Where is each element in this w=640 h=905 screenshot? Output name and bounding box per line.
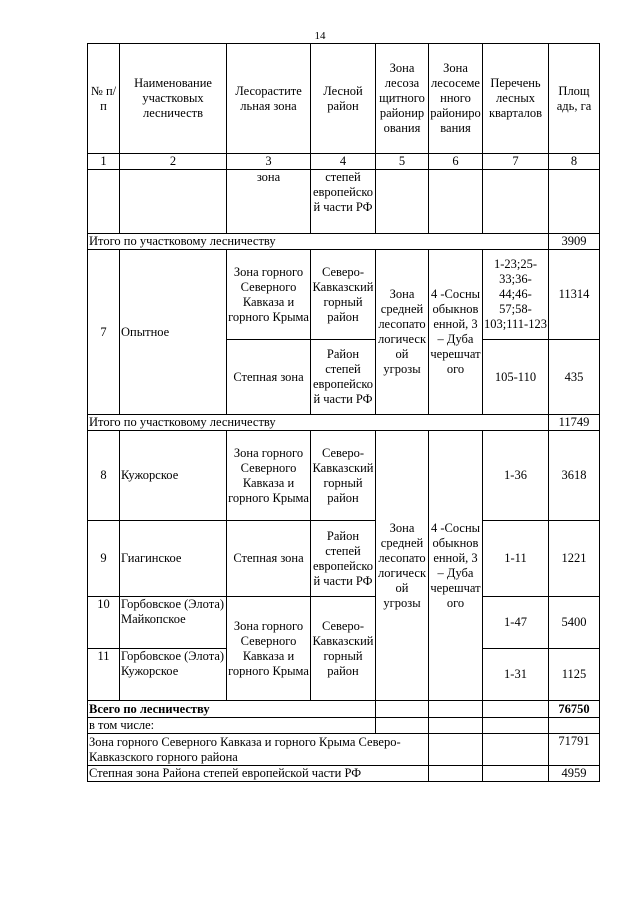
quarters-cell: 1-36 [483, 431, 549, 521]
zone-cell: Степная зона [227, 521, 311, 597]
header-cell: Наименование участковых лесничеств [120, 44, 227, 154]
column-number: 8 [549, 154, 600, 170]
seed-zone-cell: 4 -Сосны обыкновенной, 3 – Дуба черешчатого [429, 250, 483, 415]
district-cell: Северо-Кавказский горный район [311, 431, 376, 521]
including-label: в том числе: [88, 718, 376, 734]
quarters-cell: 1-11 [483, 521, 549, 597]
subtotal-row [88, 234, 600, 250]
header-cell: № п/п [88, 44, 120, 154]
district-cell: Северо-Кавказский горный район [311, 250, 376, 340]
column-number: 3 [227, 154, 311, 170]
column-number: 7 [483, 154, 549, 170]
summary-label: Зона горного Северного Кавказа и горного Крыма Северо-Кавказского горного района [88, 734, 429, 766]
summary-label: Степная зона Района степей европейской части РФ [88, 766, 429, 782]
protection-zone-cell: Зона средней лесопатологической угрозы [376, 250, 429, 415]
header-cell: Площ адь, га [549, 44, 600, 154]
zone-cell: Степная зона [227, 340, 311, 415]
row-number: 8 [88, 431, 120, 521]
summary-area: 71791 [549, 734, 600, 766]
table-row [88, 170, 600, 234]
column-number: 2 [120, 154, 227, 170]
summary-row [88, 766, 600, 782]
district-cell: степей европейской части РФ [311, 170, 376, 234]
summary-area: 4959 [549, 766, 600, 782]
row-number: 9 [88, 521, 120, 597]
zone-cell: Зона горного Северного Кавказа и горного Крыма [227, 431, 311, 521]
column-number: 4 [311, 154, 376, 170]
subtotal-area: 3909 [549, 234, 600, 250]
district-cell: Северо-Кавказский горный район [311, 597, 376, 701]
total-label: Всего по лесничеству [88, 701, 376, 718]
table-row [88, 431, 600, 521]
seed-zone-cell: 4 -Сосны обыкновенной, 3 – Дуба черешчатого [429, 431, 483, 701]
header-cell: Перечень лесных кварталов [483, 44, 549, 154]
forestry-name: Опытное [120, 250, 227, 415]
page-number: 14 [314, 30, 326, 42]
area-cell: 1221 [549, 521, 600, 597]
quarters-cell: 1-31 [483, 649, 549, 701]
district-cell: Район степей европейской части РФ [311, 521, 376, 597]
header-cell: Зона лесосеменного районирования [429, 44, 483, 154]
district-cell: Район степей европейской части РФ [311, 340, 376, 415]
protection-zone-cell: Зона средней лесопатологической угрозы [376, 431, 429, 701]
total-area: 76750 [549, 701, 600, 718]
subtotal-row [88, 415, 600, 431]
header-cell: Зона лесоза щитного районирования [376, 44, 429, 154]
column-number: 1 [88, 154, 120, 170]
column-number-row [88, 154, 600, 170]
subtotal-label: Итого по участковому лесничеству [88, 234, 549, 250]
header-row [88, 44, 600, 154]
summary-row [88, 734, 600, 766]
subtotal-area: 11749 [549, 415, 600, 431]
header-cell: Лесорастите льная зона [227, 44, 311, 154]
zone-cell: зона [227, 170, 311, 234]
table-row [88, 521, 600, 597]
forestry-name: Кужорское [120, 431, 227, 521]
row-number: 10 [88, 597, 120, 649]
header-cell: Лесной район [311, 44, 376, 154]
table-row [88, 250, 600, 340]
zone-cell: Зона горного Северного Кавказа и горного Крыма [227, 597, 311, 701]
forestry-name: Горбовское (Элота) Кужорское [120, 649, 227, 701]
row-number: 11 [88, 649, 120, 701]
quarters-cell: 1-47 [483, 597, 549, 649]
column-number: 6 [429, 154, 483, 170]
forestry-name: Горбовское (Элота) Майкопское [120, 597, 227, 649]
subtotal-label: Итого по участковому лесничеству [88, 415, 549, 431]
quarters-cell: 105-110 [483, 340, 549, 415]
zone-cell: Зона горного Северного Кавказа и горного Крыма [227, 250, 311, 340]
total-row [88, 701, 600, 718]
forestry-name: Гиагинское [120, 521, 227, 597]
row-number: 7 [88, 250, 120, 415]
table-row [88, 597, 600, 649]
quarters-cell: 1-23;25-33;36-44;46-57;58-103;111-123 [483, 250, 549, 340]
area-cell: 5400 [549, 597, 600, 649]
area-cell: 435 [549, 340, 600, 415]
forestry-table [87, 43, 600, 782]
area-cell: 1125 [549, 649, 600, 701]
including-row [88, 718, 600, 734]
column-number: 5 [376, 154, 429, 170]
area-cell: 11314 [549, 250, 600, 340]
area-cell: 3618 [549, 431, 600, 521]
